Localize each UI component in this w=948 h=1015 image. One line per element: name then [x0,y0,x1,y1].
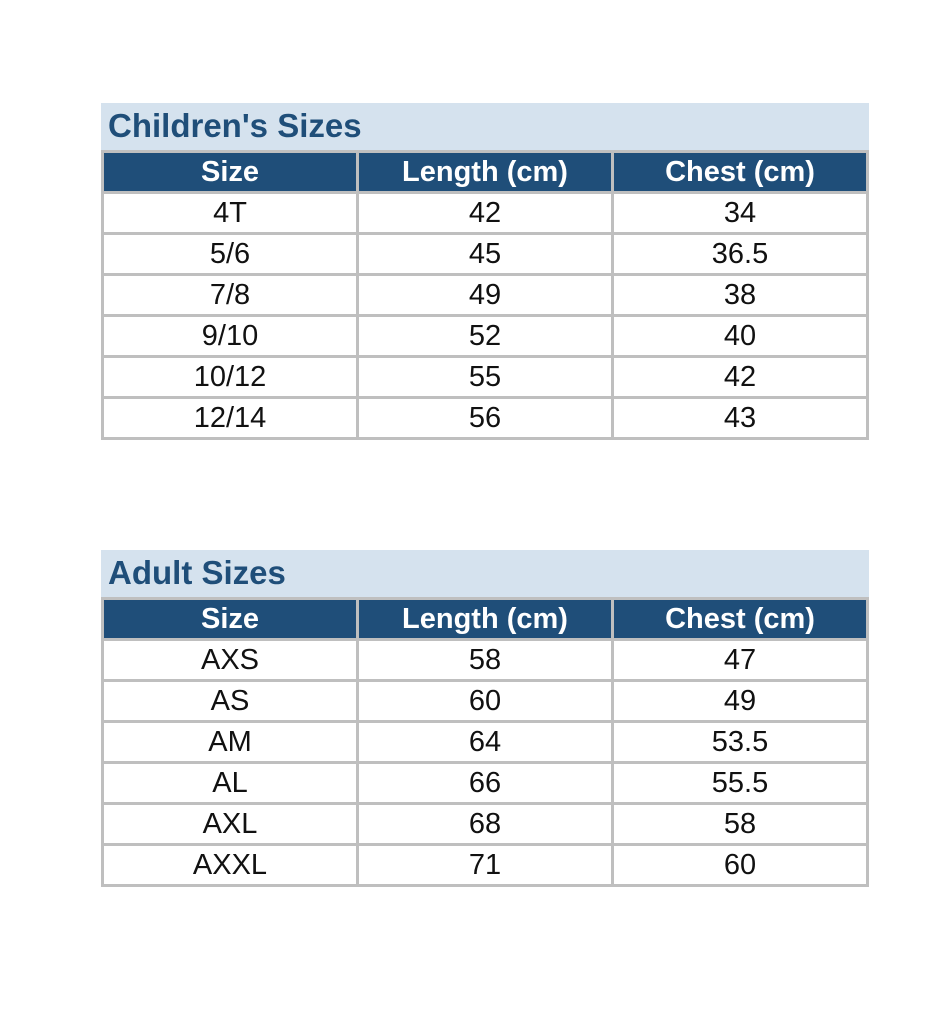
cell-length: 42 [358,193,613,234]
cell-chest: 38 [613,275,868,316]
table-row [103,763,868,804]
header-size: Size [103,599,358,640]
cell-chest: 55.5 [613,763,868,804]
cell-size: 12/14 [103,398,358,439]
cell-size: 5/6 [103,234,358,275]
adult-size-table [101,550,869,887]
cell-size: AXXL [103,845,358,886]
children-size-grid [101,150,869,440]
cell-length: 66 [358,763,613,804]
cell-chest: 60 [613,845,868,886]
cell-chest: 43 [613,398,868,439]
table-row [103,234,868,275]
cell-length: 56 [358,398,613,439]
cell-size: AM [103,722,358,763]
cell-length: 52 [358,316,613,357]
cell-chest: 53.5 [613,722,868,763]
cell-length: 64 [358,722,613,763]
children-table-title: Children's Sizes [101,103,869,150]
header-length: Length (cm) [358,599,613,640]
cell-chest: 34 [613,193,868,234]
cell-size: 7/8 [103,275,358,316]
header-chest: Chest (cm) [613,152,868,193]
cell-size: 4T [103,193,358,234]
cell-length: 55 [358,357,613,398]
header-row [103,152,868,193]
cell-chest: 58 [613,804,868,845]
table-row [103,681,868,722]
cell-length: 49 [358,275,613,316]
cell-chest: 47 [613,640,868,681]
cell-chest: 49 [613,681,868,722]
cell-size: AS [103,681,358,722]
cell-chest: 36.5 [613,234,868,275]
adult-size-grid [101,597,869,887]
header-chest: Chest (cm) [613,599,868,640]
adult-table-title: Adult Sizes [101,550,869,597]
header-length: Length (cm) [358,152,613,193]
cell-size: AXS [103,640,358,681]
table-row [103,357,868,398]
cell-length: 58 [358,640,613,681]
children-size-table [101,103,869,440]
cell-size: 10/12 [103,357,358,398]
table-row [103,398,868,439]
cell-size: AL [103,763,358,804]
table-row [103,193,868,234]
table-row [103,722,868,763]
header-row [103,599,868,640]
cell-length: 68 [358,804,613,845]
cell-chest: 42 [613,357,868,398]
cell-length: 71 [358,845,613,886]
cell-length: 60 [358,681,613,722]
cell-length: 45 [358,234,613,275]
cell-size: 9/10 [103,316,358,357]
header-size: Size [103,152,358,193]
table-row [103,640,868,681]
cell-chest: 40 [613,316,868,357]
table-row [103,275,868,316]
cell-size: AXL [103,804,358,845]
table-row [103,804,868,845]
table-row [103,316,868,357]
table-row [103,845,868,886]
